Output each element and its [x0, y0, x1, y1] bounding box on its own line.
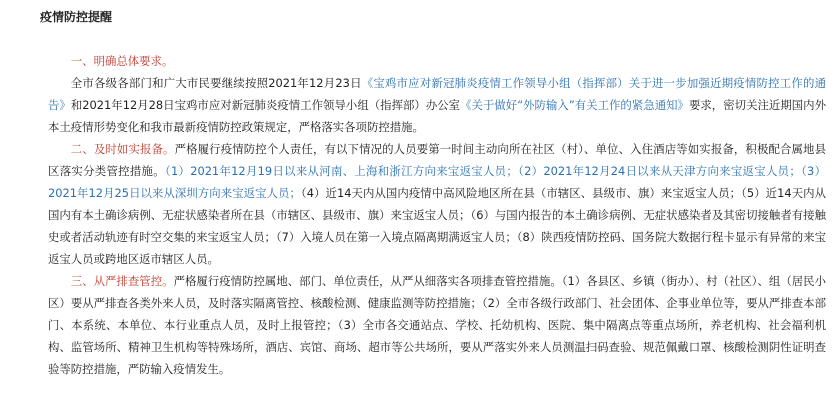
section-2-item-2: （2）2021年12月24日以来从天津方向来宝返宝人员； — [517, 164, 801, 178]
section-1-text-2: 和2021年12月28日宝鸡市应对新冠肺炎疫情工作领导小组（指挥部）办公室 — [70, 98, 461, 112]
section-1-paragraph — [48, 50, 826, 72]
document-title: 疫情防控提醒 — [40, 10, 113, 24]
section-1-text-3: 要求，密切关注近期国内外本土疫情形势变化和我市最新疫情防控政策规定，严格落实各项防控措施。 — [48, 98, 826, 134]
notice-link-1[interactable]: 《宝鸡市应对新冠肺炎疫情工作领导小组（指挥部）关于进一步加强近期疫情防控工作的通告》 — [48, 76, 826, 112]
section-2-text-1: 严格履行疫情防控个人责任，有以下情况的人员要第一时间主动向所在社区（村）、单位、入住酒店等如实报备，积极配合属地县区落实分类管控措施。 — [48, 142, 826, 178]
notice-link-2[interactable]: 《关于做好“外防输入”有关工作的紧急通知》 — [460, 98, 689, 112]
section-3-heading: 三、从严排查管控。 — [70, 274, 174, 288]
section-1-heading: 一、明确总体要求。 — [70, 54, 174, 68]
section-2-item-1: （1）2021年12月19日以来从河南、上海和浙江方向来宝返宝人员； — [164, 164, 518, 178]
section-3-text-1: 严格履行疫情防控属地、部门、单位责任，从严从细落实各项排查管控措施。（1）各县区、乡镇（街办）、村（社区）、组（居民小区）要从严排查各类外来人员，及时落实隔离管控、核酸检测、健康监测等防控措施；（2）全市各级行政部门、社会团体、企事业单位等，要从严排查本部门、本系统、本单位、本行业重点人员，及时上报管控；（3）全市各交通站点、学校、托幼机构、医院、集中隔离点等重点场所，养老机构、社会福利机构、监管场所、精神卫生机构等特殊场所，酒店、宾馆、商场、超市等公共场所，要从严落实外来人员测温扫码查验、规范佩戴口罩、核酸检测阴性证明查验等防控措施，严防输入疫情发生。 — [48, 274, 826, 376]
section-2-heading: 二、及时如实报备。 — [70, 142, 175, 156]
section-2-text-2: （4）近14天内从国内疫情中高风险地区所在县（市辖区、县级市、旗）来宝返宝人员；（5）近14天内从国内有本土确诊病例、无症状感染者所在县（市辖区、县级市、旗）来宝返宝人员；（6）与国内报告的本土确诊病例、无症状感染者及其密切接触者有接触史或者活动轨迹有时空交集的来宝返宝人员；（7）入境人员在第一入境点隔离期满返宝人员；（8）陕西疫情防控码、国务院大数据行程卡显示有异常的来宝返宝人员或跨地区返市辖区人员。 — [48, 186, 826, 266]
section-2-item-3: （3）2021年12月25日以来从深圳方向来宝返宝人员； — [48, 164, 826, 200]
document-body — [48, 50, 826, 380]
section-2-paragraph — [48, 138, 826, 270]
section-1-body — [48, 72, 826, 138]
section-1-text-1: 全市各级各部门和广大市民要继续按照2021年12月23日 — [70, 76, 362, 90]
section-3-paragraph — [48, 270, 826, 380]
